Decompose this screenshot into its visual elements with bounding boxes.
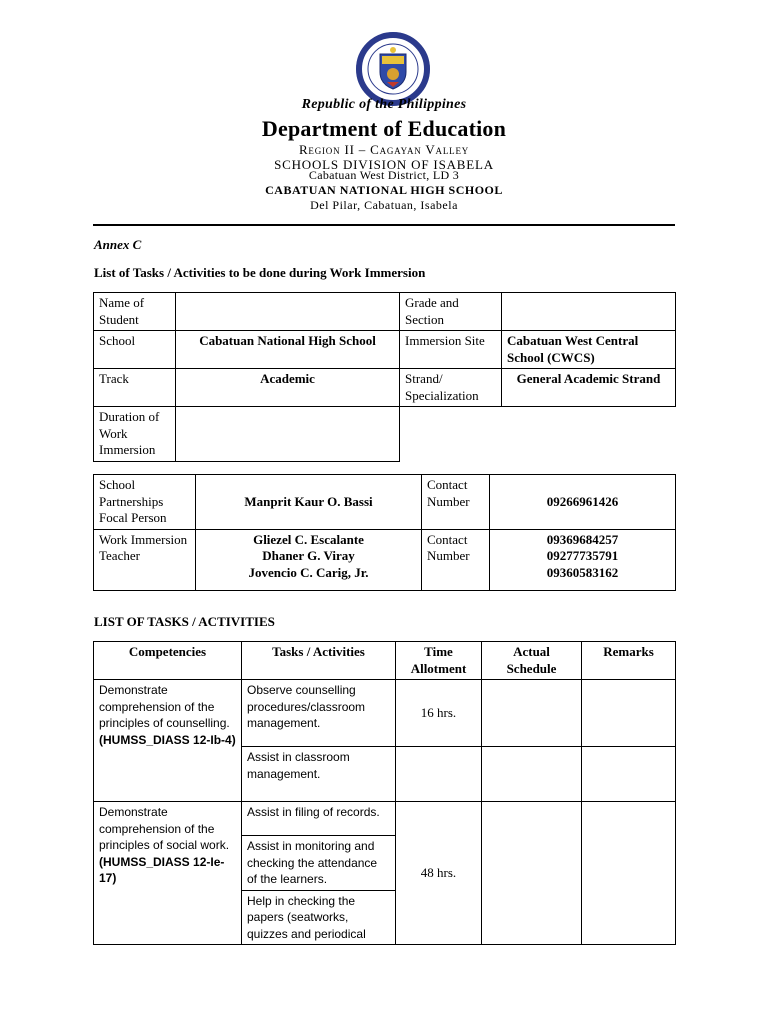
competency-text: Demonstrate comprehension of the principles of counselling. xyxy=(99,683,230,730)
strand-label: Strand/ Specialization xyxy=(400,369,502,407)
tasks-table xyxy=(93,641,676,945)
competency-cell xyxy=(94,680,242,802)
header-schedule: Actual Schedule xyxy=(482,642,582,680)
task-cell: Assist in monitoring and checking the attendance of the learners. xyxy=(242,836,396,891)
competency-code: (HUMSS_DIASS 12-Ie-17) xyxy=(99,854,225,885)
focal-contact-label: Contact Number xyxy=(422,475,490,530)
competency-code: (HUMSS_DIASS 12-Ib-4) xyxy=(99,732,236,747)
deped-seal-icon xyxy=(356,32,430,106)
annex-label: Annex C xyxy=(94,237,142,252)
address-heading: Del Pilar, Cabatuan, Isabela xyxy=(310,198,458,212)
track-value: Academic xyxy=(176,369,400,407)
teacher-contact-label: Contact Number xyxy=(422,529,490,590)
header-competencies: Competencies xyxy=(94,642,242,680)
name-value xyxy=(176,293,400,331)
grade-label: Grade and Section xyxy=(400,293,502,331)
strand-value: General Academic Strand xyxy=(502,369,676,407)
focal-number: 09266961426 xyxy=(490,475,676,530)
teacher-label: Work Immersion Teacher xyxy=(94,529,196,590)
table-row xyxy=(94,680,676,747)
division-heading: SCHOOLS DIVISION OF ISABELA xyxy=(274,157,494,172)
header-time: Time Allotment xyxy=(396,642,482,680)
header-divider xyxy=(93,224,675,226)
competency-text: Demonstrate comprehension of the principles of social work. xyxy=(99,805,230,852)
task-cell: Assist in filing of records. xyxy=(242,802,396,836)
name-label: Name of Student xyxy=(94,293,176,331)
header-remarks: Remarks xyxy=(582,642,676,680)
school-heading: CABATUAN NATIONAL HIGH SCHOOL xyxy=(265,183,503,197)
district-heading: Cabatuan West District, LD 3 xyxy=(308,168,460,182)
site-value: Cabatuan West Central School (CWCS) xyxy=(502,331,676,369)
teacher-name: Dhaner G. Viray xyxy=(262,548,355,563)
table-row xyxy=(94,802,676,836)
teacher-name: Gliezel C. Escalante xyxy=(253,531,364,547)
teacher-names xyxy=(196,529,422,590)
track-label: Track xyxy=(94,369,176,407)
grade-value xyxy=(502,293,676,331)
teacher-numbers xyxy=(490,529,676,590)
teacher-name: Jovencio C. Carig, Jr. xyxy=(248,564,369,580)
list-title: List of Tasks / Activities to be done during Work Immersion xyxy=(94,265,426,280)
teacher-number: 09277735791 xyxy=(546,548,619,563)
site-label: Immersion Site xyxy=(400,331,502,369)
header-tasks: Tasks / Activities xyxy=(242,642,396,680)
contacts-table xyxy=(93,474,676,591)
region-heading: Region II – Cagayan Valley xyxy=(298,142,470,157)
competency-cell xyxy=(94,802,242,945)
task-cell: Observe counselling procedures/classroom management. xyxy=(242,680,396,747)
time-cell: 16 hrs. xyxy=(396,680,482,747)
time-cell: 48 hrs. xyxy=(396,802,482,945)
focal-label: School Partnerships Focal Person xyxy=(94,475,196,530)
teacher-number: 09360583162 xyxy=(546,564,619,580)
task-cell: Help in checking the papers (seatworks, quizzes and periodical xyxy=(242,890,396,945)
duration-label: Duration of Work Immersion xyxy=(94,407,176,462)
department-heading: Department of Education xyxy=(261,116,507,141)
school-value: Cabatuan National High School xyxy=(176,331,400,369)
school-label: School xyxy=(94,331,176,369)
task-cell: Assist in classroom management. xyxy=(242,747,396,802)
focal-name: Manprit Kaur O. Bassi xyxy=(196,475,422,530)
duration-value xyxy=(176,407,400,462)
student-info-table xyxy=(93,292,676,462)
republic-heading: Republic of the Philippines xyxy=(301,97,467,112)
teacher-number: 09369684257 xyxy=(546,531,619,547)
tasks-heading: LIST OF TASKS / ACTIVITIES xyxy=(94,614,275,629)
